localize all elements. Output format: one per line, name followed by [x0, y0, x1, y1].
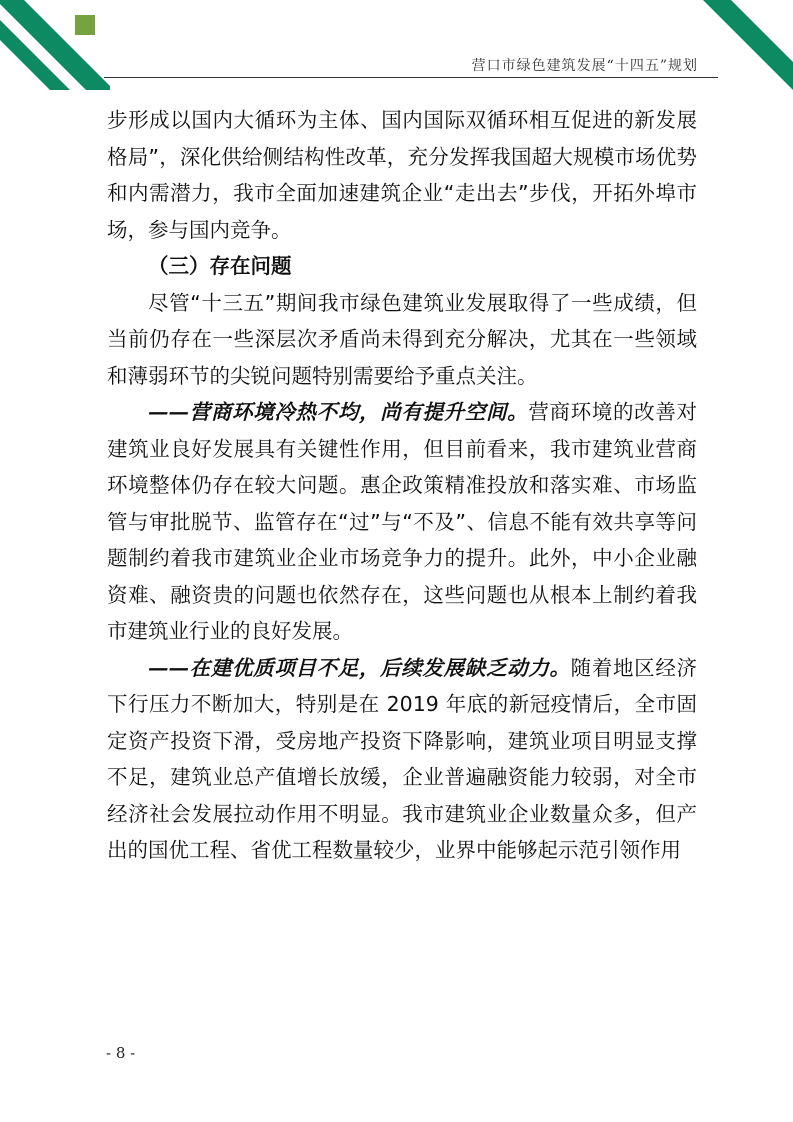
- header-rule: [104, 77, 718, 78]
- paragraph-intro: 尽管“十三五”期间我市绿色建筑业发展取得了一些成绩，但当前仍存在一些深层次矛盾尚未得到充分解决，尤其在一些领域和薄弱环节的尖锐问题特别需要给予重点关注。: [107, 290, 697, 388]
- green-square-mark: [75, 15, 95, 35]
- paragraph-lead: ——在建优质项目不足，后续发展缺乏动力。: [148, 655, 571, 680]
- paragraph-text: 营商环境的改善对建筑业良好发展具有关键性作用，但目前看来，我市建筑业营商环境整体仍存在较大问题。惠企政策精准投放和落实难、市场监管与审批脱节、监管存在“过”与“不及”、信息不能有效共享等问题制约着我市建筑业企业市场竞争力的提升。此外，中小企业融资难、融资贵的问题也依然存在，这些问题也从根本上制约着我市建筑业行业的良好发展。: [107, 400, 698, 643]
- paragraph-project-shortage: [107, 650, 697, 869]
- page-number: - 8 -: [106, 1044, 136, 1062]
- document-body: [107, 102, 697, 869]
- paragraph-business-environment: [107, 394, 697, 650]
- corner-decoration-left: [0, 0, 110, 90]
- section-heading: （三）存在问题: [148, 254, 292, 278]
- header-title: 营口市绿色建筑发展“十四五”规划: [471, 58, 698, 74]
- paragraph-continuation: 步形成以国内大循环为主体、国内国际双循环相互促进的新发展格局”，深化供给侧结构性改革，充分发挥我国超大规模市场优势和内需潜力，我市全面加速建筑企业“走出去”步伐，开拓外埠市场，参与国内竞争。: [107, 108, 697, 242]
- paragraph-text: 随着地区经济下行压力不断加大，特别是在 2019 年底的新冠疫情后，全市固定资产投资下滑，受房地产投资下降影响，建筑业项目明显支撑不足，建筑业总产值增长放缓，企业普遍融资能力较弱，对全市经济社会发展拉动作用不明显。我市建筑业企业数量众多，但产出的国优工程、省优工程数量较少，业界中能够起示范引领作用: [107, 655, 698, 862]
- paragraph-lead: ——营商环境冷热不均，尚有提升空间。: [148, 400, 529, 424]
